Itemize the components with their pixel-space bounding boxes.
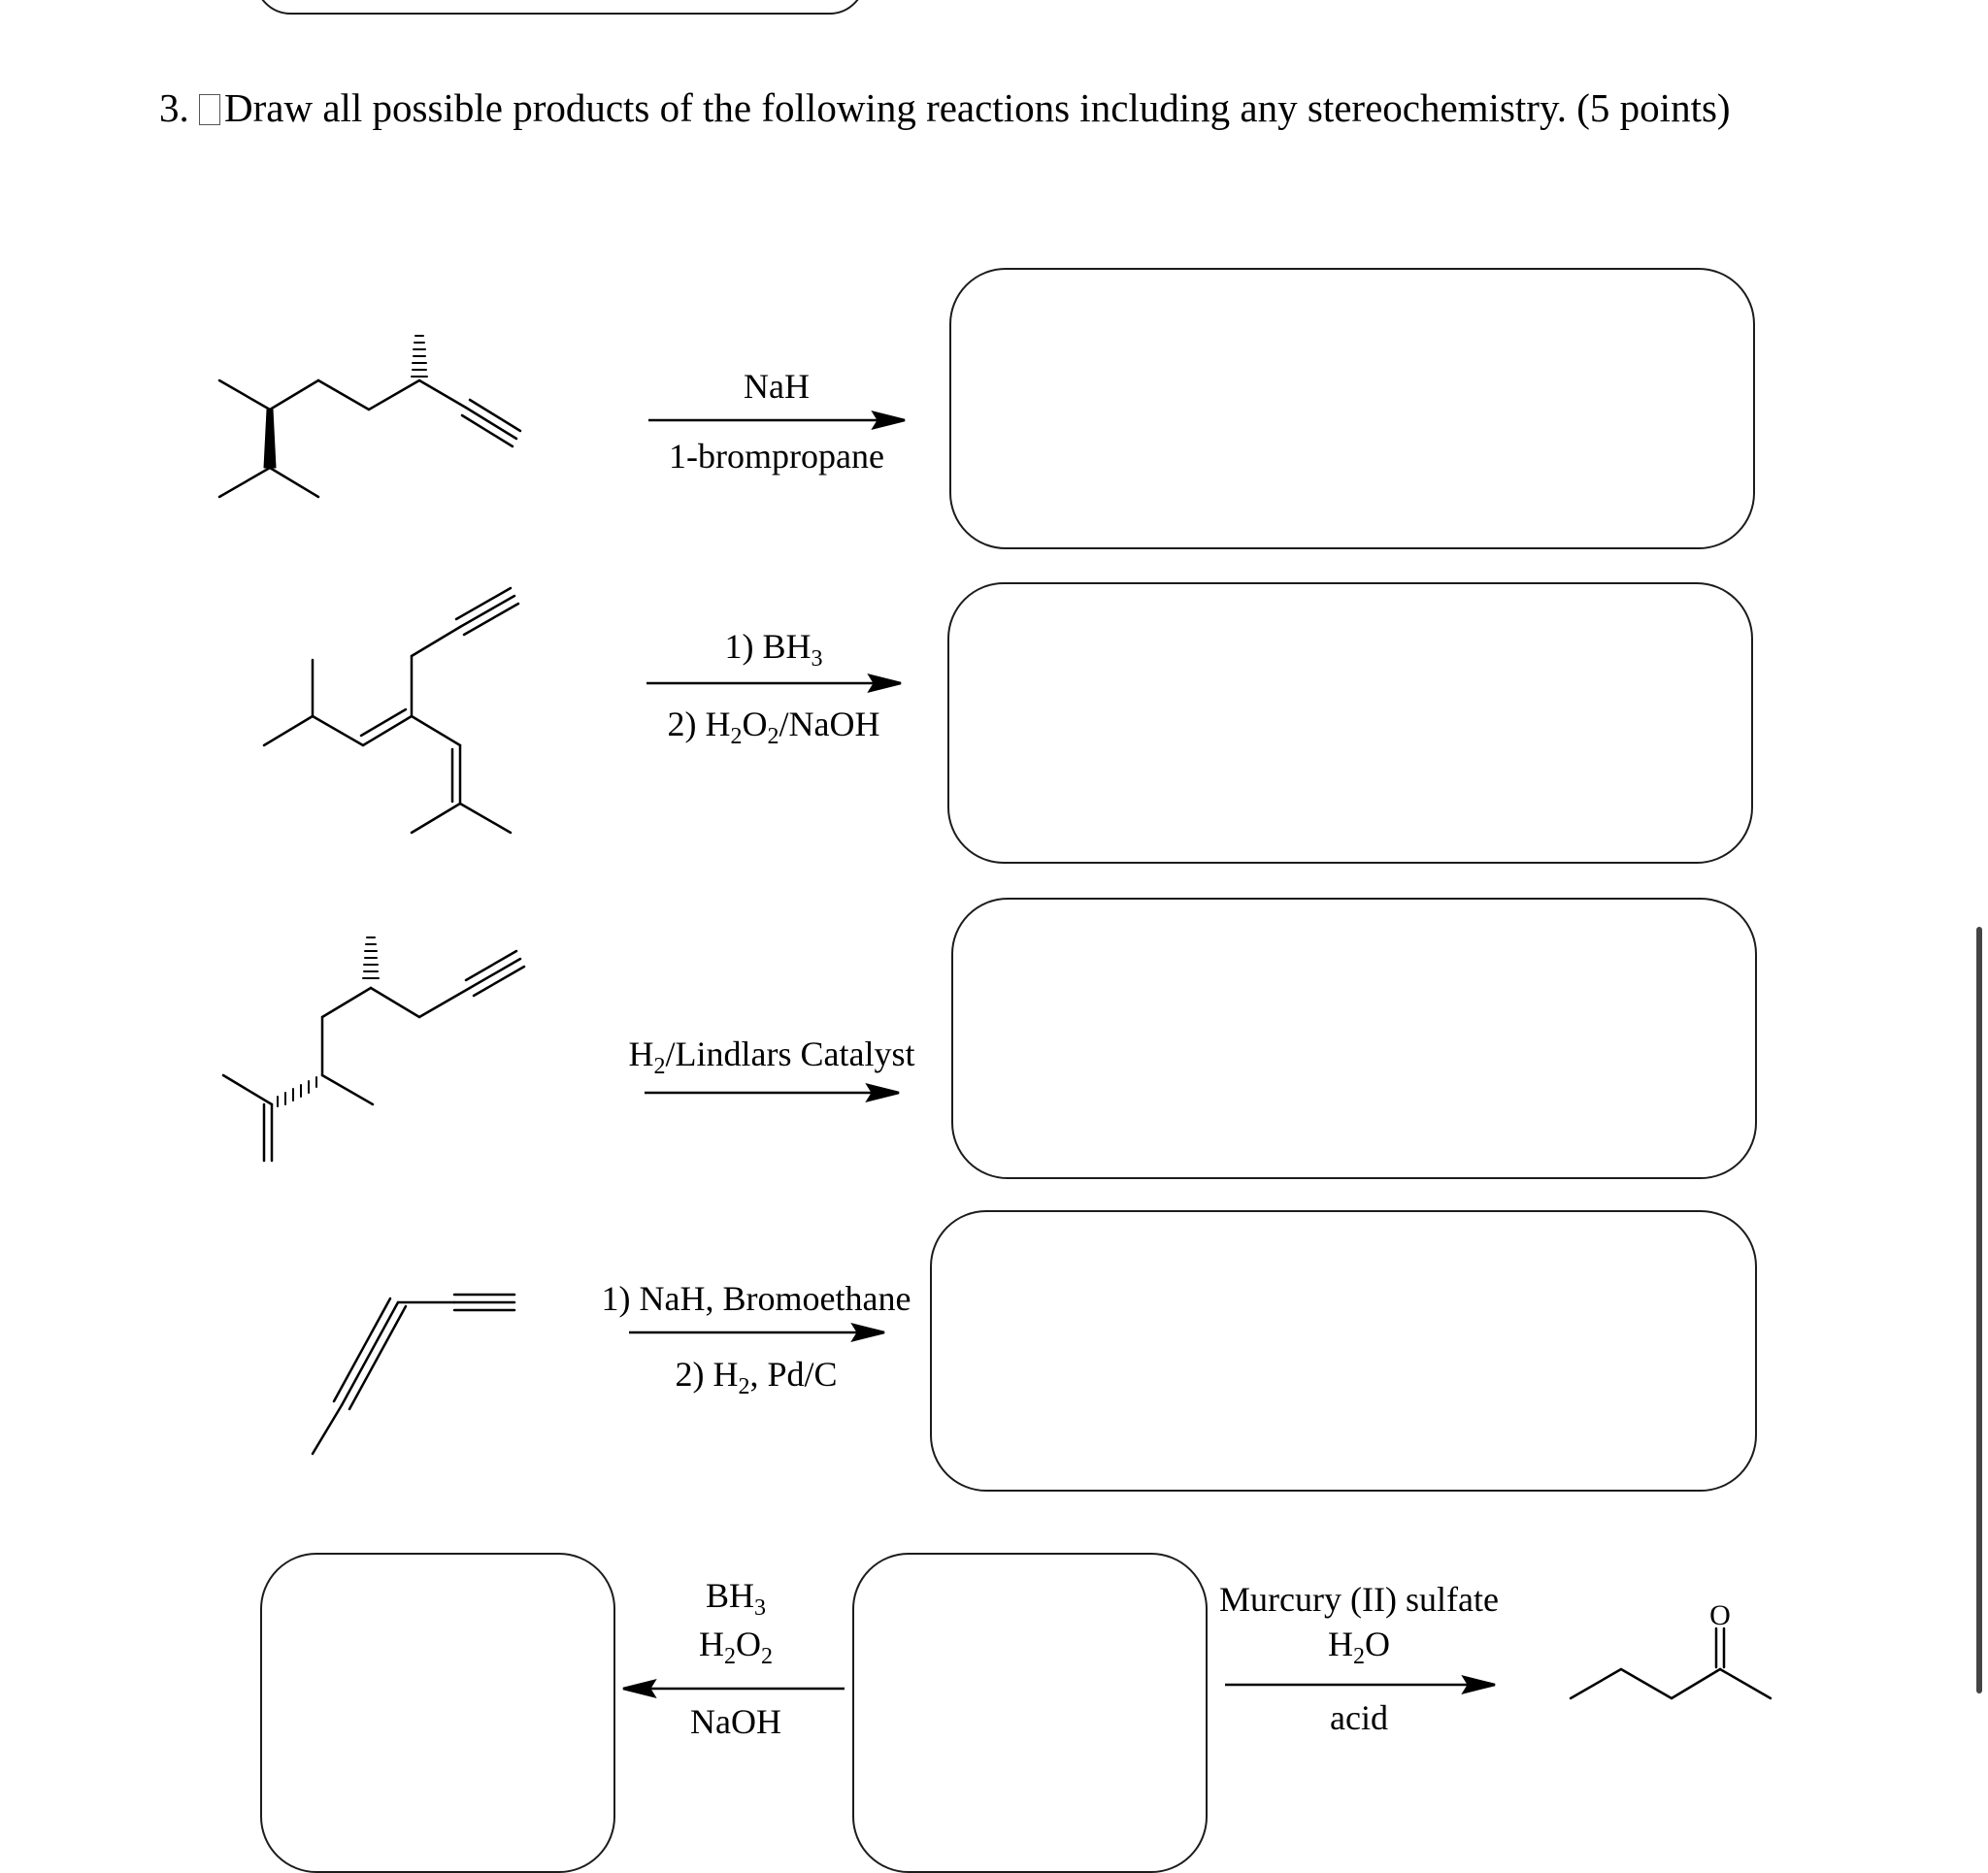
reagent-1-above: NaH — [744, 367, 810, 406]
vertical-scrollbar[interactable] — [1976, 927, 1982, 1693]
butanone-structure — [1571, 1628, 1771, 1698]
question-number: 3. — [159, 85, 189, 130]
molecule-2-structure — [264, 588, 518, 833]
oxygen-label: O — [1709, 1599, 1731, 1631]
reagent-1-below: 1-brompropane — [669, 437, 884, 476]
molecule-3-structure — [223, 937, 524, 1161]
question-text: Draw all possible products of the following reactions including any stereochemistry. (5 points) — [224, 85, 1731, 130]
reagent-bottom-left-below: NaOH — [690, 1702, 781, 1741]
reagent-bottom-right-below: acid — [1330, 1698, 1388, 1737]
reagent-4-above: 1) NaH, Bromoethane — [601, 1279, 911, 1318]
reagent-bottom-right-line2: $H_2O$ — [1328, 1625, 1390, 1669]
molecule-1-structure — [219, 336, 520, 497]
reagent-bottom-left-line2: $H_2O_2$ — [699, 1625, 773, 1669]
reagent-4-below: 2) $H_2$, Pd/C — [675, 1355, 838, 1399]
molecule-1-wedge — [264, 410, 276, 468]
reagent-2-above: 1) $BH_3$ — [724, 627, 823, 672]
reagent-bottom-right-line1: Murcury (II) sulfate — [1219, 1580, 1499, 1619]
molecule-4-structure — [313, 1295, 514, 1454]
reagent-3-above: $H_2$/Lindlars Catalyst — [628, 1035, 915, 1079]
reagent-2-below: 2) $H_2O_2$/NaOH — [667, 705, 880, 749]
reagent-bottom-left-line1: $BH_3$ — [705, 1576, 766, 1621]
